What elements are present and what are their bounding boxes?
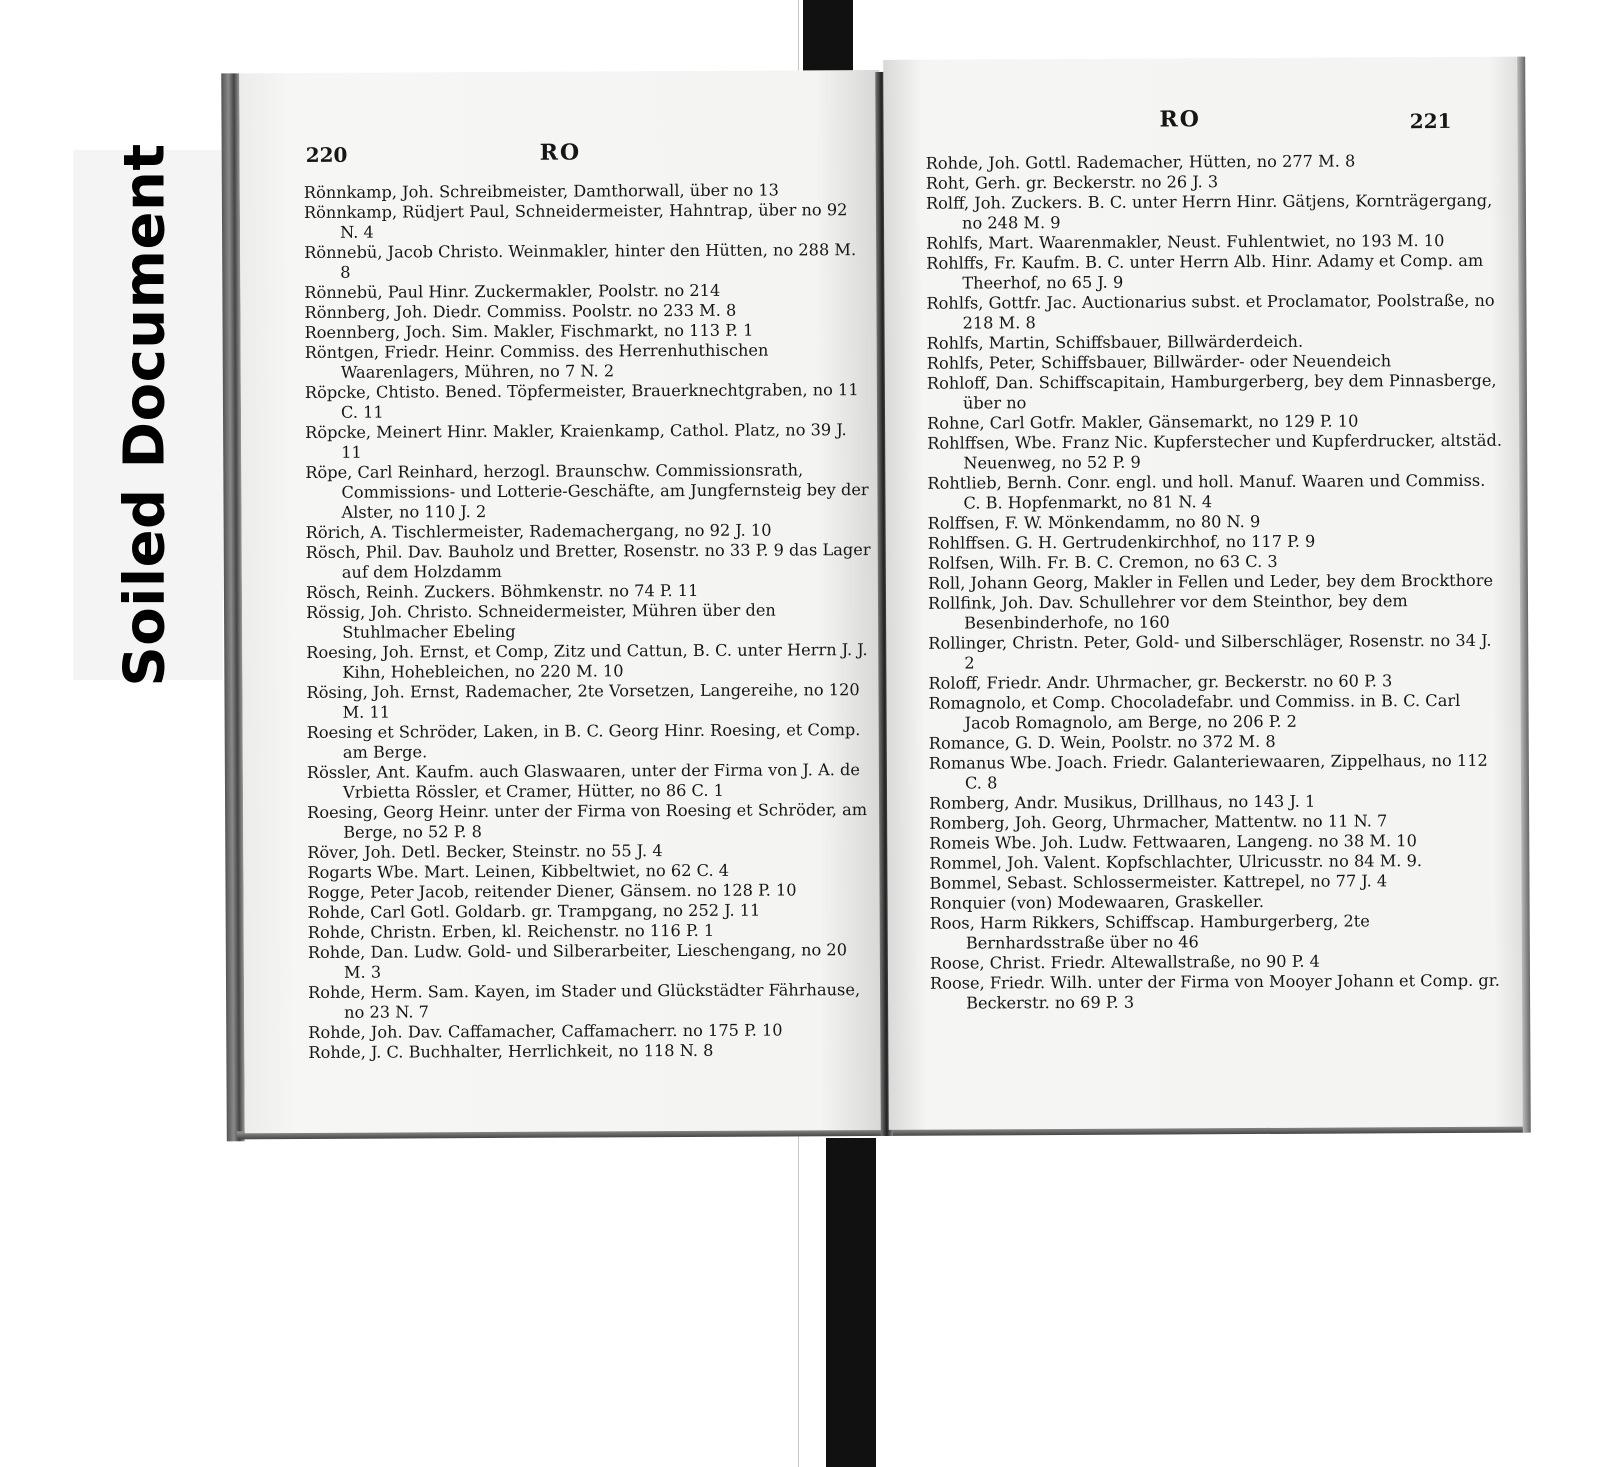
- directory-entry: Romberg, Andr. Musikus, Drillhaus, no 143 J. 1: [929, 791, 1316, 813]
- directory-entry: Rohlfs, Peter, Schiffsbauer, Billwärder- oder Neuendeich: [926, 351, 1392, 373]
- directory-entry: Rörich, A. Tischlermeister, Rademachergang, no 92 J. 10: [305, 520, 772, 542]
- running-head: RO: [1159, 106, 1202, 133]
- directory-entry: Rönnebü, Paul Hinr. Zuckermakler, Poolstr. no 214: [304, 280, 721, 302]
- right-page: [883, 57, 1527, 1130]
- directory-entry: Romanus Wbe. Joach. Friedr. Galanteriewaaren, Zippelhaus, no 112 C. 8: [928, 750, 1488, 793]
- directory-entry: Romagnolo, et Comp. Chocoladefabr. und Commiss. in B. C. Carl Jacob Romagnolo, am Berge, no 206 P. 2: [928, 690, 1461, 733]
- directory-entry: Rohde, Dan. Ludw. Gold- und Silberarbeiter, Lieschengang, no 20 M. 3: [307, 940, 848, 982]
- directory-entry: Rönnkamp, Joh. Schreibmeister, Damthorwall, über no 13: [303, 180, 780, 202]
- directory-entry: Röpe, Carl Reinhard, herzogl. Braunschw. Commissionsrath, Commissions- und Lotterie-Geschäfte, am Jungfernsteig bey der Alster, no 110 J. 2: [305, 460, 869, 522]
- directory-entry: Rogge, Peter Jacob, reitender Diener, Gänsem. no 128 P. 10: [307, 880, 797, 902]
- left-page: [239, 70, 885, 1133]
- directory-entry: Roose, Christ. Friedr. Altewallstraße, no 90 P. 4: [929, 951, 1320, 973]
- directory-entry: Rohtlieb, Bernh. Conr. engl. und holl. Manuf. Waaren und Commiss. C. B. Hopfenmarkt, no 81 N. 4: [927, 470, 1486, 513]
- directory-entry: Rohde, Joh. Dav. Caffamacher, Caffamacherr. no 175 P. 10: [308, 1020, 783, 1042]
- directory-entry: Rohde, J. C. Buchhalter, Herrlichkeit, no 118 N. 8: [308, 1040, 714, 1062]
- directory-entry: Rössig, Joh. Christo. Schneidermeister, Mühren über den Stuhlmacher Ebeling: [306, 600, 776, 642]
- directory-entry: Röntgen, Friedr. Heinr. Commiss. des Herrenhuthischen Waarenlagers, Mühren, no 7 N. 2: [304, 340, 769, 382]
- directory-entry: Romberg, Joh. Georg, Uhrmacher, Mattentw. no 11 N. 7: [929, 811, 1388, 833]
- entry-list: [926, 151, 1508, 1014]
- directory-entry: Rohde, Carl Gotl. Goldarb. gr. Trampgang, no 252 J. 11: [307, 900, 761, 922]
- directory-entry: Roesing, Joh. Ernst, et Comp, Zitz und Cattun, B. C. unter Herrn J. J. Kihn, Hohebleichen, no 220 M. 10: [306, 640, 868, 682]
- directory-entry: Rollinger, Christn. Peter, Gold- und Silberschläger, Rosenstr. no 34 J. 2: [928, 630, 1492, 673]
- soiled-document-label: Soiled Document: [112, 143, 178, 687]
- directory-entry: Rohlfs, Gottfr. Jac. Auctionarius subst. et Proclamator, Poolstraße, no 218 M. 8: [926, 290, 1495, 333]
- directory-entry: Roloff, Friedr. Andr. Uhrmacher, gr. Beckerstr. no 60 P. 3: [928, 671, 1393, 693]
- directory-entry: Roht, Gerh. gr. Beckerstr. no 26 J. 3: [925, 172, 1219, 193]
- directory-entry: Rösch, Phil. Dav. Bauholz und Bretter, Rosenstr. no 33 P. 9 das Lager auf dem Holzdamm: [305, 540, 871, 582]
- directory-entry: Roesing, Georg Heinr. unter der Firma von Roesing et Schröder, am Berge, no 52 P. 8: [307, 800, 868, 842]
- directory-entry: Rohlffsen. G. H. Gertrudenkirchhof, no 117 P. 9: [927, 531, 1316, 553]
- open-book: [221, 57, 1529, 1144]
- directory-entry: Rohne, Carl Gotfr. Makler, Gänsemarkt, no 129 P. 10: [927, 411, 1359, 433]
- directory-entry: Röpcke, Chtisto. Bened. Töpfermeister, Brauerknechtgraben, no 11 C. 11: [304, 380, 859, 422]
- directory-entry: Rolffsen, F. W. Mönkendamm, no 80 N. 9: [927, 511, 1261, 533]
- directory-entry: Rolff, Joh. Zuckers. B. C. unter Herrn Hinr. Gätjens, Kornträgergang, no 248 M. 9: [925, 190, 1493, 233]
- directory-entry: Rohlfs, Mart. Waarenmakler, Neust. Fuhlentwiet, no 193 M. 10: [926, 231, 1445, 253]
- directory-entry: Rössler, Ant. Kaufm. auch Glaswaaren, unter der Firma von J. A. de Vrbietta Rössler, et Cramer, Hütter, no 86 C. 1: [306, 760, 861, 802]
- directory-entry: Roesing et Schröder, Laken, in B. C. Georg Hinr. Roesing, et Comp. am Berge.: [306, 720, 861, 762]
- directory-entry: Rönnberg, Joh. Diedr. Commiss. Poolstr. no 233 M. 8: [304, 300, 737, 322]
- directory-entry: Röver, Joh. Detl. Becker, Steinstr. no 55 J. 4: [307, 841, 663, 862]
- directory-entry: Rohloff, Dan. Schiffscapitain, Hamburgerberg, bey dem Pinnasberge, über no: [926, 370, 1497, 413]
- directory-entry: Röpcke, Meinert Hinr. Makler, Kraienkamp, Cathol. Platz, no 39 J. 11: [305, 420, 847, 462]
- directory-entry: Rolfsen, Wilh. Fr. B. C. Cremon, no 63 C. 3: [927, 551, 1278, 573]
- directory-entry: Rohde, Herm. Sam. Kayen, im Stader und Glückstädter Fährhause, no 23 N. 7: [307, 980, 861, 1022]
- directory-entry: Roos, Harm Rikkers, Schiffscap. Hamburgerberg, 2te Bernhardsstraße über no 46: [929, 911, 1370, 953]
- directory-entry: Rohde, Christn. Erben, kl. Reichenstr. no 116 P. 1: [307, 920, 715, 942]
- directory-entry: Rösing, Joh. Ernst, Rademacher, 2te Vorsetzen, Langereihe, no 120 M. 11: [306, 680, 860, 722]
- directory-entry: Rösch, Reinh. Zuckers. Böhmkenstr. no 74 P. 11: [305, 580, 699, 602]
- page-number: 221: [1409, 108, 1452, 134]
- directory-entry: Rollfink, Joh. Dav. Schullehrer vor dem Steinthor, bey dem Besenbinderhofe, no 160: [927, 591, 1408, 633]
- running-head: RO: [539, 139, 582, 166]
- directory-entry: Rohlffs, Fr. Kaufm. B. C. unter Herrn Alb. Hinr. Adamy et Comp. am Theerhof, no 65 J. 9: [926, 250, 1484, 293]
- directory-entry: Roennberg, Joch. Sim. Makler, Fischmarkt, no 113 P. 1: [304, 320, 754, 342]
- directory-entry: Rohlfs, Martin, Schiffsbauer, Billwärderdeich.: [926, 331, 1304, 353]
- directory-entry: Ronquier (von) Modewaaren, Graskeller.: [929, 891, 1265, 913]
- binding-tape-bottom: [826, 1138, 876, 1467]
- directory-entry: Rohde, Joh. Gottl. Rademacher, Hütten, no 277 M. 8: [925, 151, 1356, 173]
- directory-entry: Rönnebü, Jacob Christo. Weinmakler, hinter den Hütten, no 288 M. 8: [304, 240, 857, 282]
- page-number: 220: [305, 142, 348, 167]
- directory-entry: Rohlffsen, Wbe. Franz Nic. Kupferstecher und Kupferdrucker, altstäd. Neuenweg, no 52 P. 9: [927, 430, 1503, 473]
- directory-entry: Rogarts Wbe. Mart. Leinen, Kibbeltwiet, no 62 C. 4: [307, 860, 730, 882]
- entry-list: [304, 180, 875, 1063]
- directory-entry: Rönnkamp, Rüdjert Paul, Schneidermeister, Hahntrap, über no 92 N. 4: [303, 200, 848, 242]
- directory-entry: Roll, Johann Georg, Makler in Fellen und Leder, bey dem Brockthore: [927, 570, 1494, 593]
- directory-entry: Rommel, Joh. Valent. Kopfschlachter, Ulricusstr. no 84 M. 9.: [929, 851, 1423, 873]
- directory-entry: Romeis Wbe. Joh. Ludw. Fettwaaren, Langeng. no 38 M. 10: [929, 831, 1417, 853]
- directory-entry: Bommel, Sebast. Schlossermeister. Kattrepel, no 77 J. 4: [929, 871, 1388, 893]
- directory-entry: Romance, G. D. Wein, Poolstr. no 372 M. 8: [928, 731, 1276, 753]
- directory-entry: Roose, Friedr. Wilh. unter der Firma von Mooyer Johann et Comp. gr. Beckerstr. no 69 P. 3: [929, 970, 1500, 1013]
